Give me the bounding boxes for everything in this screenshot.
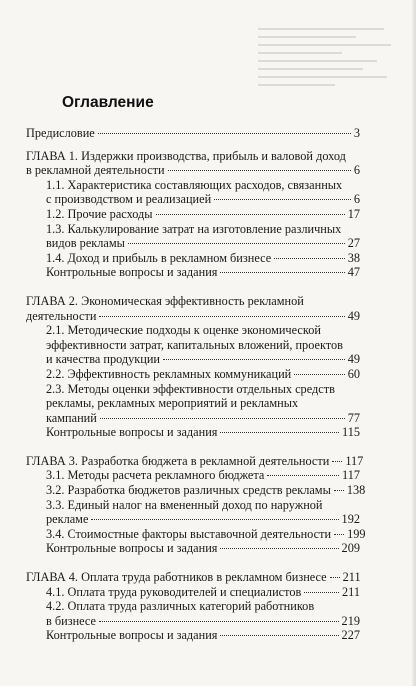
section-entry xyxy=(26,526,366,542)
dot-leader xyxy=(168,170,351,171)
page-number: 60 xyxy=(347,366,360,381)
section-line: 3.3. Единый налог на вмененный доход по наружной xyxy=(46,497,323,512)
dot-leader xyxy=(304,592,339,593)
section-entry-label: кампаний xyxy=(46,410,97,425)
section-entry xyxy=(26,251,360,266)
chapter-heading-entry xyxy=(26,309,360,324)
dot-leader xyxy=(163,359,345,360)
chapter-heading-entry-label: ГЛАВА 4. Оплата труда работников в рекламном бизнесе xyxy=(26,570,327,585)
page-number: 209 xyxy=(341,541,360,556)
page-number: 117 xyxy=(345,453,364,468)
page-edge xyxy=(412,0,416,686)
section-entry xyxy=(26,192,360,207)
section-entry-label: 1.2. Прочие расходы xyxy=(46,206,153,221)
toc-title: Оглавление xyxy=(62,94,154,111)
page-number: 199 xyxy=(347,526,366,541)
section-entry xyxy=(26,207,360,222)
section-entry-label: с производством и реализацией xyxy=(46,192,212,207)
chapter-heading-entry xyxy=(26,163,360,178)
dot-leader xyxy=(91,519,338,520)
page-number: 27 xyxy=(347,236,360,251)
page-number: 117 xyxy=(342,468,360,483)
section-line: 4.2. Оплата труда различных категорий работников xyxy=(46,599,315,614)
section-entry-label: 1.4. Доход и прибыль в рекламном бизнесе xyxy=(46,250,272,265)
dot-leader xyxy=(214,199,351,200)
page-number: 49 xyxy=(347,308,360,323)
section-line: 1.1. Характеристика составляющих расходов, связанных xyxy=(46,177,343,192)
page-number: 77 xyxy=(347,410,360,425)
chapter-heading-entry xyxy=(26,570,360,585)
section-line: 1.3. Калькулирование затрат на изготовление различных xyxy=(46,221,342,236)
section-entry-label: 4.1. Оплата труда руководителей и специалистов xyxy=(46,584,302,599)
dot-leader xyxy=(128,243,345,244)
chapter-heading-entry-label: в рекламной деятельности xyxy=(26,163,165,178)
page-number: 211 xyxy=(342,570,361,585)
section-entry xyxy=(26,614,360,629)
chapter-heading-entry xyxy=(26,453,364,469)
dot-leader xyxy=(220,432,339,433)
table-of-contents xyxy=(26,126,366,643)
questions-entry-label: Контрольные вопросы и задания xyxy=(46,628,218,643)
section-line: 2.3. Методы оценки эффективности отдельных средств xyxy=(46,381,335,396)
dot-leader xyxy=(100,418,345,419)
chapter-heading: ГЛАВА 2. Экономическая эффективность рекламной xyxy=(26,293,304,308)
page-number: 227 xyxy=(341,628,360,643)
section-line: 2.1. Методические подходы к оценке экономической xyxy=(46,323,321,338)
section-line: рекламы, рекламных мероприятий и рекламных xyxy=(46,396,299,411)
section-entry-label: 3.2. Разработка бюджетов различных средств рекламы xyxy=(46,483,331,498)
page-number: 192 xyxy=(341,512,360,527)
preface-entry-label: Предисловие xyxy=(26,126,95,140)
dot-leader xyxy=(274,258,345,259)
bleed-through-text xyxy=(258,22,398,132)
section-entry-label: 2.2. Эффективность рекламных коммуникаций xyxy=(46,366,292,381)
dot-leader xyxy=(294,374,344,375)
dot-leader xyxy=(332,461,342,462)
section-entry-label: и качества продукции xyxy=(46,352,161,367)
dot-leader xyxy=(98,133,351,134)
dot-leader xyxy=(267,475,339,476)
section-line: эффективности затрат, капитальных вложений, проектов xyxy=(46,337,343,352)
chapter-heading-entry-label: деятельности xyxy=(26,308,97,323)
questions-entry xyxy=(26,628,360,643)
page-number: 38 xyxy=(347,250,360,265)
dot-leader xyxy=(220,548,338,549)
questions-entry xyxy=(26,265,360,280)
section-entry xyxy=(26,512,360,527)
page-number: 47 xyxy=(347,265,360,280)
section-entry xyxy=(26,483,366,498)
page-number: 49 xyxy=(347,352,360,367)
page-number: 138 xyxy=(346,483,366,498)
section-entry xyxy=(26,367,360,382)
chapter-heading-entry-label: ГЛАВА 3. Разработка бюджета в рекламной деятельности xyxy=(26,453,330,468)
page-number: 17 xyxy=(347,206,360,221)
page-number: 219 xyxy=(341,613,360,628)
questions-entry xyxy=(26,541,360,556)
dot-leader xyxy=(99,316,344,317)
section-entry-label: в бизнесе xyxy=(46,613,96,628)
section-entry xyxy=(26,585,360,600)
section-entry xyxy=(26,352,360,367)
section-entry-label: 3.4. Стоимостные факторы выставочной деятельности xyxy=(46,526,332,541)
section-entry xyxy=(26,468,360,483)
section-entry xyxy=(26,411,360,426)
dot-leader xyxy=(334,534,344,535)
section-entry xyxy=(26,236,360,251)
preface-entry xyxy=(26,126,360,141)
questions-entry-label: Контрольные вопросы и задания xyxy=(46,425,218,440)
page-number: 6 xyxy=(353,163,360,178)
questions-entry-label: Контрольные вопросы и задания xyxy=(46,265,218,280)
dot-leader xyxy=(220,635,338,636)
dot-leader xyxy=(334,490,344,491)
dot-leader xyxy=(99,621,339,622)
dot-leader xyxy=(220,272,344,273)
chapter-heading: ГЛАВА 1. Издержки производства, прибыль и валовой доход xyxy=(26,148,346,163)
questions-entry xyxy=(26,425,360,440)
section-entry-label: 3.1. Методы расчета рекламного бюджета xyxy=(46,468,265,483)
dot-leader xyxy=(330,577,340,578)
page-number: 3 xyxy=(353,126,360,140)
page-number: 6 xyxy=(353,192,360,207)
dot-leader xyxy=(156,214,345,215)
page-number: 211 xyxy=(342,584,360,599)
section-entry-label: видов рекламы xyxy=(46,236,125,251)
page-number: 115 xyxy=(342,425,360,440)
section-entry-label: рекламе xyxy=(46,512,89,527)
questions-entry-label: Контрольные вопросы и задания xyxy=(46,541,218,556)
